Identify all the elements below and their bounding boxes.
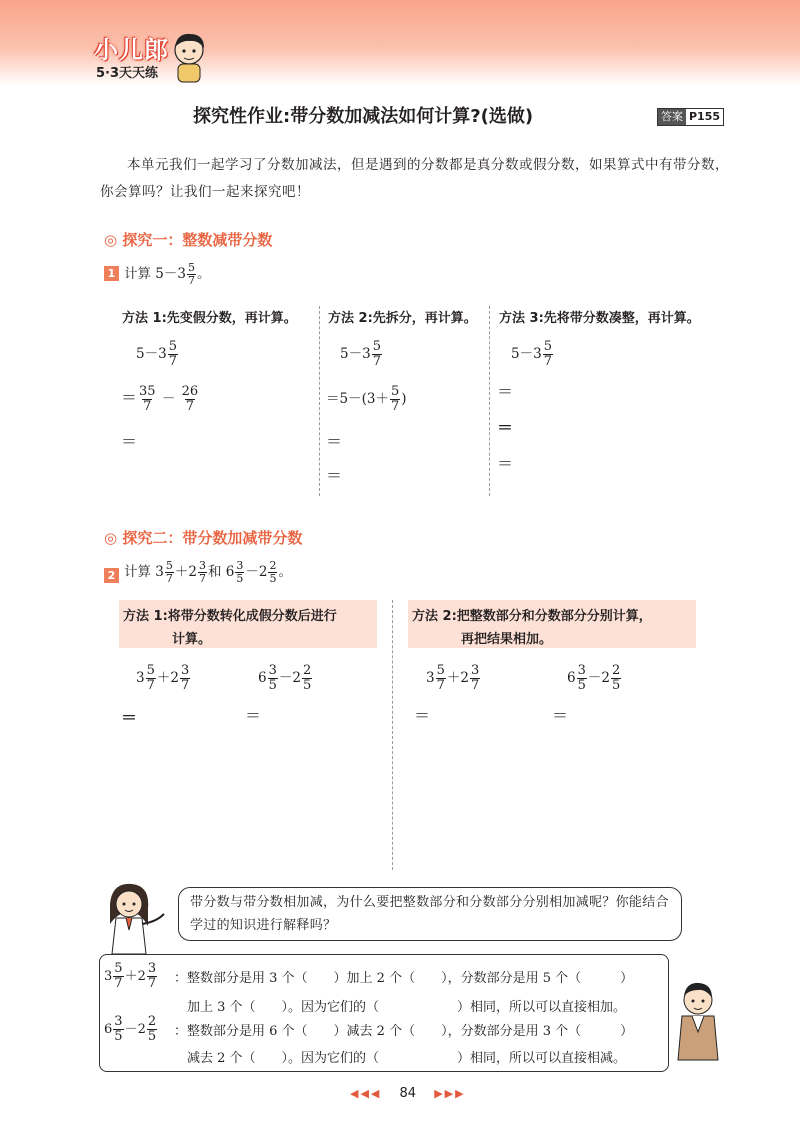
question1: 计算 5－3 $\frac{5}{7}$ 。 — [124, 261, 211, 287]
page-title: 探究性作业:带分数加减法如何计算?(选做) — [193, 106, 534, 127]
answer-blank[interactable]: ＝ — [121, 708, 138, 727]
method1-expression: 5－3 $\frac{5}{7}$ — [136, 339, 177, 369]
method2-label-cont: 再把结果相加。 — [461, 632, 553, 647]
method2-step1: ＝5－(3＋ $\frac{5}{7}$ ) — [326, 384, 407, 414]
answer-blank[interactable]: ＝ — [497, 454, 514, 473]
sub-expression: 6 $\frac{3}{5}$ －2 $\frac{2}{5}$ — [567, 663, 621, 693]
sub-expression: 6 $\frac{3}{5}$ －2 $\frac{2}{5}$ — [258, 663, 312, 693]
boy-mascot-icon — [672, 978, 724, 1062]
fill-line-1b[interactable]: 加上 3 个（ ）。因为它们的（ ）相同，所以可以直接相加。 — [187, 1000, 627, 1015]
method1-step1: ＝ $\frac{35}{7}$ － $\frac{26}{7}$ — [121, 384, 199, 414]
section2-heading-text: 探究二：带分数加减带分数 — [122, 529, 303, 547]
mascot-boy-icon — [168, 30, 210, 84]
answer-tag: 答案 — [658, 109, 686, 125]
fill-line-1a[interactable]: ：整数部分是用 3 个（ ）加上 2 个（ ），分数部分是用 5 个（ ） — [174, 971, 634, 986]
answer-blank[interactable]: ＝ — [552, 706, 569, 725]
explore-icon: ◎ — [104, 231, 118, 249]
question-label: 计算 — [124, 266, 151, 282]
brand-subtitle: 5·3天天练 — [96, 66, 159, 81]
page-navigation — [350, 1086, 466, 1101]
method1-label: 方法 1:将带分数转化成假分数后进行 — [123, 609, 337, 624]
sub-expression-label: 6 $\frac{3}{5}$ －2 $\frac{2}{5}$ — [104, 1014, 157, 1044]
divider — [319, 306, 320, 496]
method1-label: 方法 1:先变假分数，再计算。 — [122, 311, 297, 326]
explore-icon: ◎ — [104, 529, 118, 547]
method3-expression: 5－3 $\frac{5}{7}$ — [511, 339, 552, 369]
answer-blank[interactable]: ＝ — [497, 418, 514, 437]
section2-heading — [104, 527, 302, 548]
question-expr: 5－3 — [155, 266, 186, 282]
answer-blank[interactable]: ＝ — [497, 382, 514, 401]
fill-line-2b[interactable]: 减去 2 个（ ）。因为它们的（ ）相同，所以可以直接相减。 — [187, 1051, 627, 1066]
fill-line-2a[interactable]: ：整数部分是用 6 个（ ）减去 2 个（ ），分数部分是用 3 个（ ） — [174, 1024, 634, 1039]
brand-logo: 小儿郎 — [94, 36, 169, 64]
question2: 计算 3 $\frac{5}{7}$ ＋2 $\frac{3}{7}$ 和 6 $\frac{3}{5}$ －2 $\frac{2}{5}$ 。 — [124, 559, 292, 585]
answer-reference — [657, 108, 724, 126]
answer-blank[interactable]: ＝ — [326, 466, 343, 485]
question-number: 1 — [104, 266, 119, 281]
method2-expression: 5－3 $\frac{5}{7}$ — [340, 339, 381, 369]
add-expression: 3 $\frac{5}{7}$ ＋2 $\frac{3}{7}$ — [136, 663, 190, 693]
prev-arrows-icon: ◀◀◀ — [350, 1087, 382, 1100]
method2-label: 方法 2:把整数部分和分数部分分别计算， — [412, 609, 652, 624]
answer-blank[interactable]: ＝ — [414, 706, 431, 725]
divider — [489, 306, 490, 496]
add-expression: 3 $\frac{5}{7}$ ＋2 $\frac{3}{7}$ — [426, 663, 480, 693]
divider — [392, 600, 393, 870]
answer-page: P155 — [689, 110, 721, 123]
method1-label-cont: 计算。 — [172, 632, 212, 647]
add-expression-label: 3 $\frac{5}{7}$ ＋2 $\frac{3}{7}$ — [104, 961, 157, 991]
answer-blank[interactable]: ＝ — [245, 706, 262, 725]
discussion-question: 带分数与带分数相加减，为什么要把整数部分和分数部分分别相加减呢？你能结合学过的知识进行解释吗？ — [190, 895, 669, 933]
section1-heading-text: 探究一：整数减带分数 — [122, 231, 273, 249]
question-number: 2 — [104, 568, 119, 583]
answer-blank[interactable]: ＝ — [121, 432, 138, 451]
fraction: $\frac{5}{7}$ — [187, 261, 195, 287]
next-arrows-icon: ▶▶▶ — [434, 1087, 466, 1100]
method3-label: 方法 3:先将带分数凑整，再计算。 — [499, 311, 700, 326]
girl-mascot-icon — [96, 878, 168, 956]
section1-heading — [104, 229, 272, 250]
page-number: 84 — [399, 1086, 417, 1101]
intro-paragraph: 本单元我们一起学习了分数加减法，但是遇到的分数都是真分数或假分数，如果算式中有带分数，你会算吗？让我们一起来探究吧！ — [100, 157, 729, 200]
method2-label: 方法 2:先拆分，再计算。 — [328, 311, 477, 326]
answer-blank[interactable]: ＝ — [326, 432, 343, 451]
